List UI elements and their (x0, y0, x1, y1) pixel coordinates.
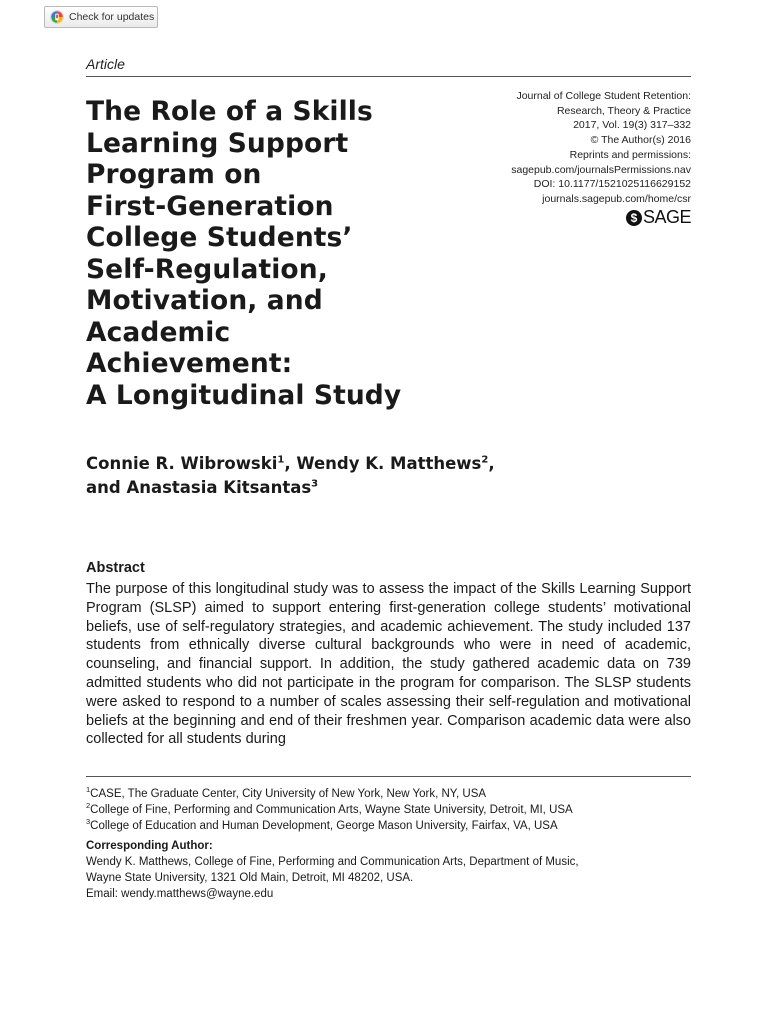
sage-dollar-icon: $ (626, 210, 642, 226)
doi-line[interactable]: DOI: 10.1177/1521025116629152 (533, 178, 691, 191)
abstract-heading: Abstract (86, 560, 145, 576)
article-type-label: Article (86, 56, 125, 72)
sage-logo (626, 207, 691, 228)
title-line: College Students’ (86, 222, 353, 253)
journal-subtitle-line: Research, Theory & Practice (556, 104, 691, 117)
affiliation-number: 1 (86, 785, 91, 795)
journal-home-link[interactable]: journals.sagepub.com/home/csr (542, 192, 691, 205)
abstract-text: The purpose of this longitudinal study was to assess the impact of the Skills Learning Support Program (SLSP) aimed to support entering first-generation college students’ motivational beliefs, use of self-regulatory strategies, and academic achievement. The study included 137 students from ethnically diverse cultural backgrounds who were in need of academic, counseling, and financial support. In addition, the study gathered academic data on 739 admitted students who did not participate in the program for comparison. The SLSP students were asked to respond to a number of scales assessing their self-regulation and motivational beliefs at the beginning and end of their freshmen year. Comparison academic data were also collected for all students during (86, 581, 691, 748)
journal-name-line: Journal of College Student Retention: (516, 90, 691, 102)
header-divider (86, 76, 691, 77)
check-for-updates-button[interactable] (44, 6, 158, 28)
title-line: Program on (86, 159, 262, 190)
author-name: Anastasia Kitsantas (126, 478, 312, 497)
corresponding-author (86, 838, 691, 902)
affiliation-item (86, 802, 691, 818)
author-affiliation-marker: 1 (277, 454, 285, 466)
journal-volume-line: 2017, Vol. 19(3) 317–332 (573, 119, 691, 132)
author-separator: , (284, 454, 297, 473)
check-updates-label: Check for updates (69, 11, 155, 23)
author-list (86, 452, 646, 500)
author-conjunction: and (86, 478, 127, 497)
article-title (86, 96, 446, 411)
affiliations (86, 786, 691, 834)
corresponding-email[interactable]: Email: wendy.matthews@wayne.edu (86, 888, 274, 900)
affiliation-number: 3 (86, 817, 91, 827)
title-line: Motivation, and (86, 285, 323, 316)
affiliation-item (86, 818, 691, 834)
affiliation-text: CASE, The Graduate Center, City University of New York, New York, NY, USA (90, 788, 487, 800)
title-line: A Longitudinal Study (86, 379, 402, 411)
copyright-line: © The Author(s) 2016 (590, 134, 691, 147)
permissions-link[interactable]: sagepub.com/journalsPermissions.nav (511, 163, 691, 176)
affiliation-text: College of Fine, Performing and Communication Arts, Wayne State University, Detroit, MI, USA (90, 804, 573, 816)
title-line: Academic (86, 316, 231, 348)
sage-logo-text: SAGE (642, 207, 691, 227)
author-name: Wendy K. Matthews (296, 454, 482, 473)
title-line: First-Generation (86, 190, 334, 222)
title-line: Achievement: (86, 348, 293, 379)
author-affiliation-marker: 2 (481, 454, 489, 466)
author-affiliation-marker: 3 (311, 478, 319, 490)
check-updates-icon (50, 10, 64, 24)
title-line: The Role of a Skills (86, 96, 373, 127)
title-line: Learning Support (86, 127, 349, 159)
affiliation-item (86, 786, 691, 802)
affiliation-text: College of Education and Human Development, George Mason University, Fairfax, VA, USA (90, 820, 558, 832)
journal-info (431, 89, 691, 207)
author-separator: , (488, 454, 495, 473)
affiliation-number: 2 (86, 801, 91, 811)
author-name: Connie R. Wibrowski (86, 454, 278, 473)
corresponding-author-heading: Corresponding Author: (86, 840, 213, 852)
corresponding-address-line: Wendy K. Matthews, College of Fine, Performing and Communication Arts, Department of Music, (86, 856, 579, 868)
reprints-line: Reprints and permissions: (569, 148, 691, 161)
corresponding-address-line: Wayne State University, 1321 Old Main, Detroit, MI 48202, USA. (86, 872, 414, 884)
title-line: Self-Regulation, (86, 253, 328, 285)
footnote-divider (86, 776, 691, 777)
